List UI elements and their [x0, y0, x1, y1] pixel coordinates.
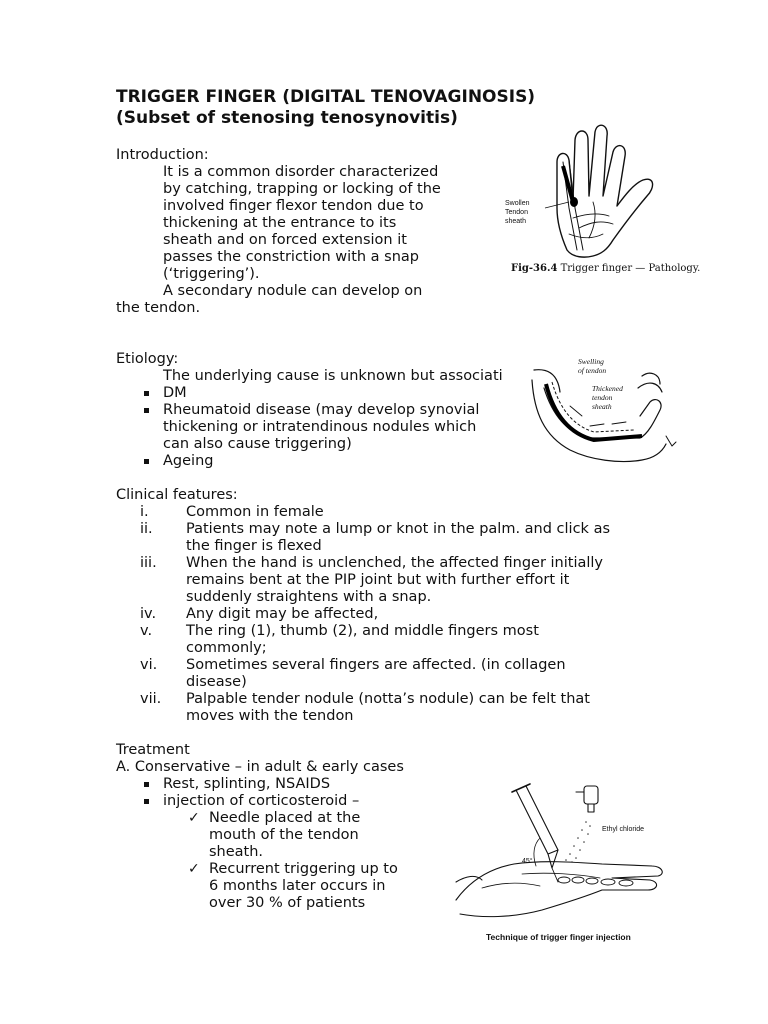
clinical-item-number: ii.	[140, 521, 153, 537]
clinical-item-number: iv.	[140, 606, 157, 622]
clinical-item-text: moves with the tendon	[186, 708, 354, 724]
intro-line: thickening at the entrance to its	[163, 215, 397, 231]
check-mark-icon: ✓	[188, 861, 200, 877]
label-line: Swelling	[578, 357, 604, 366]
etiology-intro: The underlying cause is unknown but associati	[163, 368, 503, 384]
bullet-marker	[144, 459, 149, 464]
bullet-marker	[144, 799, 149, 804]
figure1-caption-number: Fig-36.4	[511, 263, 558, 274]
treatment-bullet: injection of corticosteroid –	[163, 793, 360, 809]
figure1-caption	[511, 263, 700, 274]
clinical-item-text: remains bent at the PIP joint but with further effort it	[186, 572, 570, 588]
treatment-check-item: sheath.	[209, 844, 264, 860]
document-subtitle: (Subset of stenosing tenosynovitis)	[116, 108, 458, 128]
treatment-check-item: 6 months later occurs in	[209, 878, 386, 894]
treatment-conservative: A. Conservative – in adult & early cases	[116, 759, 404, 775]
thickened-tendon-sheath-label	[592, 384, 623, 411]
intro-line: It is a common disorder characterized	[163, 164, 439, 180]
treatment-check-item: mouth of the tendon	[209, 827, 359, 843]
clinical-item-number: iii.	[140, 555, 157, 571]
clinical-item-text: Any digit may be affected,	[186, 606, 379, 622]
bullet-marker	[144, 782, 149, 787]
intro-line: (‘triggering’).	[163, 266, 260, 282]
bullet-marker	[144, 408, 149, 413]
clinical-item-text: Patients may note a lump or knot in the palm. and click as	[186, 521, 611, 537]
treatment-check-item: Needle placed at the	[209, 810, 361, 826]
clinical-item-text: When the hand is unclenched, the affected finger initially	[186, 555, 604, 571]
label-line: Thickened	[592, 384, 623, 393]
etiology-bullet: Rheumatoid disease (may develop synovial	[163, 402, 480, 418]
check-mark-icon: ✓	[188, 810, 200, 826]
label-line: sheath	[592, 402, 612, 411]
intro-line: by catching, trapping or locking of the	[163, 181, 441, 197]
injection-technique-figure	[452, 782, 680, 950]
etiology-bullet-cont: thickening or intratendinous nodules which	[163, 419, 477, 435]
clinical-item-text: Palpable tender nodule (notta’s nodule) can be felt that	[186, 691, 590, 707]
intro-line: the tendon.	[116, 300, 201, 316]
bullet-marker	[144, 391, 149, 396]
clinical-item-number: i.	[140, 504, 149, 520]
document-title: TRIGGER FINGER (DIGITAL TENOVAGINOSIS)	[116, 87, 536, 107]
treatment-bullet: Rest, splinting, NSAIDS	[163, 776, 331, 792]
clinical-item-number: v.	[140, 623, 153, 639]
treatment-check-item: over 30 % of patients	[209, 895, 366, 911]
label-line: sheath	[505, 218, 527, 225]
finger-section-figure	[530, 352, 678, 476]
clinical-item-text: Sometimes several fingers are affected. (in collagen	[186, 657, 566, 673]
etiology-bullet-cont: can also cause triggering)	[163, 436, 352, 452]
etiology-bullet: DM	[163, 385, 187, 401]
ethyl-chloride-label: Ethyl chloride	[602, 826, 645, 833]
intro-line: involved finger flexor tendon due to	[163, 198, 424, 214]
label-line: of tendon	[578, 366, 607, 375]
treatment-heading: Treatment	[116, 742, 190, 758]
etiology-bullet: Ageing	[163, 453, 214, 469]
clinical-item-text: commonly;	[186, 640, 267, 656]
clinical-features-heading: Clinical features:	[116, 487, 238, 503]
intro-line: passes the constriction with a snap	[163, 249, 420, 265]
clinical-item-text: suddenly straightens with a snap.	[186, 589, 432, 605]
label-line: Swollen	[505, 200, 530, 207]
etiology-heading: Etiology:	[116, 351, 179, 367]
figure1-caption-text: Trigger finger — Pathology.	[557, 263, 701, 274]
intro-line: A secondary nodule can develop on	[163, 283, 423, 299]
clinical-item-number: vii.	[140, 691, 162, 707]
intro-line: sheath and on forced extension it	[163, 232, 407, 248]
clinical-item-number: vi.	[140, 657, 158, 673]
swollen-tendon-sheath-label	[505, 199, 530, 226]
label-line: Tendon	[505, 209, 528, 216]
figure3-caption: Technique of trigger finger injection	[486, 932, 631, 942]
trigger-finger-pathology-figure	[505, 122, 701, 280]
introduction-heading: Introduction:	[116, 147, 209, 163]
injection-illustration	[452, 782, 680, 932]
label-line: tendon	[592, 393, 613, 402]
treatment-check-item: Recurrent triggering up to	[209, 861, 398, 877]
clinical-item-text: the finger is flexed	[186, 538, 322, 554]
angle-label: 45°	[522, 858, 533, 865]
clinical-item-text: disease)	[186, 674, 247, 690]
nodule-marker	[570, 197, 578, 207]
swelling-of-tendon-label	[578, 357, 606, 375]
clinical-item-text: Common in female	[186, 504, 324, 520]
clinical-item-text: The ring (1), thumb (2), and middle fingers most	[186, 623, 539, 639]
